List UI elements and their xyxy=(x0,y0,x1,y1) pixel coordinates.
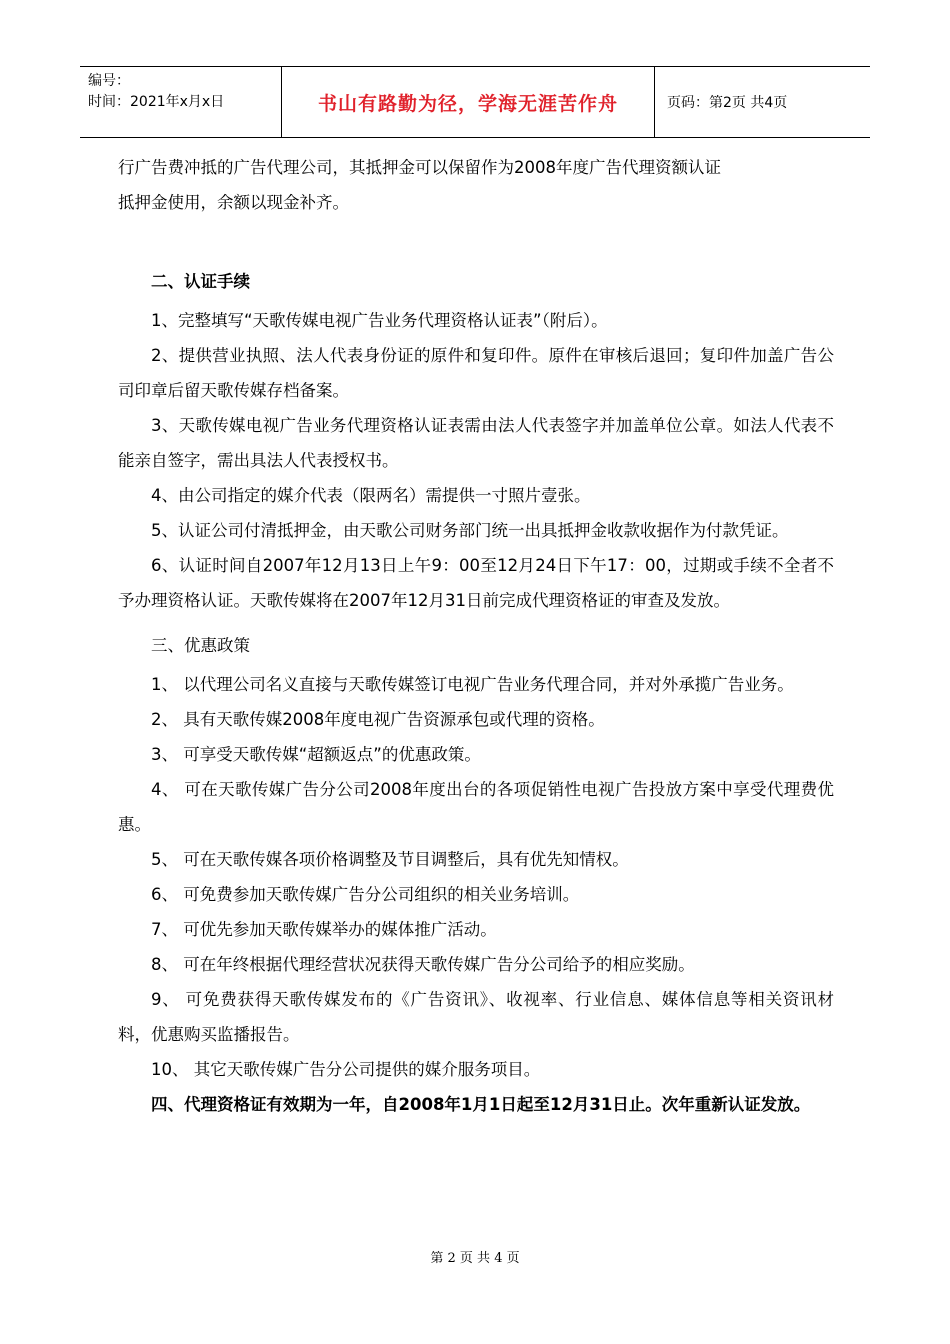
intro-line-1: 行广告费冲抵的广告代理公司，其抵押金可以保留作为2008年度广告代理资额认证 xyxy=(118,158,721,177)
section-2-item: 3、天歌传媒电视广告业务代理资格认证表需由法人代表签字并加盖单位公章。如法人代表不能亲自签字，需出具法人代表授权书。 xyxy=(118,416,834,470)
section-2-item: 6、认证时间自2007年12月13日上午9：00至12月24日下午17：00，过期或手续不全者不予办理资格认证。天歌传媒将在2007年12月31日前完成代理资格证的审查及发放。 xyxy=(118,556,834,610)
section-3-item: 7、 可优先参加天歌传媒举办的媒体推广活动。 xyxy=(151,920,497,939)
section-2-item: 4、由公司指定的媒介代表（限两名）需提供一寸照片壹张。 xyxy=(151,486,591,505)
section-3-item: 8、 可在年终根据代理经营状况获得天歌传媒广告分公司给予的相应奖励。 xyxy=(151,955,695,974)
page-header xyxy=(80,66,870,138)
header-page-info: 页码：第2页 共4页 xyxy=(667,95,788,111)
time-label: 时间：2021年x月x日 xyxy=(88,94,225,110)
page-footer: 第 2 页 共 4 页 xyxy=(430,1251,520,1266)
header-motto-cell xyxy=(282,67,655,137)
section-3-item: 5、 可在天歌传媒各项价格调整及节目调整后，具有优先知情权。 xyxy=(151,850,629,869)
section-3-item: 6、 可免费参加天歌传媒广告分公司组织的相关业务培训。 xyxy=(151,885,580,904)
section-3-item: 1、 以代理公司名义直接与天歌传媒签订电视广告业务代理合同，并对外承揽广告业务。 xyxy=(151,675,794,694)
section-2-item: 2、提供营业执照、法人代表身份证的原件和复印件。原件在审核后退回；复印件加盖广告公司印章后留天歌传媒存档备案。 xyxy=(118,346,834,400)
header-motto: 书山有路勤为径，学海无涯苦作舟 xyxy=(317,92,618,115)
header-meta xyxy=(80,67,282,137)
section-2-title: 二、认证手续 xyxy=(151,272,250,291)
section-4-text: 四、代理资格证有效期为一年，自2008年1月1日起至12月31日止。次年重新认证发放。 xyxy=(151,1095,811,1114)
section-3-item: 3、 可享受天歌传媒“超额返点”的优惠政策。 xyxy=(151,745,481,764)
section-3-item: 2、 具有天歌传媒2008年度电视广告资源承包或代理的资格。 xyxy=(151,710,605,729)
section-3-item: 9、 可免费获得天歌传媒发布的《广告资讯》、收视率、行业信息、媒体信息等相关资讯材料，优惠购买监播报告。 xyxy=(118,990,834,1044)
number-label: 编号： xyxy=(88,73,130,89)
section-2-item: 5、认证公司付清抵押金，由天歌公司财务部门统一出具抵押金收款收据作为付款凭证。 xyxy=(151,521,789,540)
section-3-title: 三、优惠政策 xyxy=(151,636,250,655)
document-body xyxy=(118,150,834,1122)
intro-line-2: 抵押金使用，余额以现金补齐。 xyxy=(118,193,349,212)
section-2-item: 1、完整填写“天歌传媒电视广告业务代理资格认证表”（附后）。 xyxy=(151,311,608,330)
section-3-item: 4、 可在天歌传媒广告分公司2008年度出台的各项促销性电视广告投放方案中享受代理费优惠。 xyxy=(118,780,834,834)
section-3-item: 10、 其它天歌传媒广告分公司提供的媒介服务项目。 xyxy=(151,1060,541,1079)
